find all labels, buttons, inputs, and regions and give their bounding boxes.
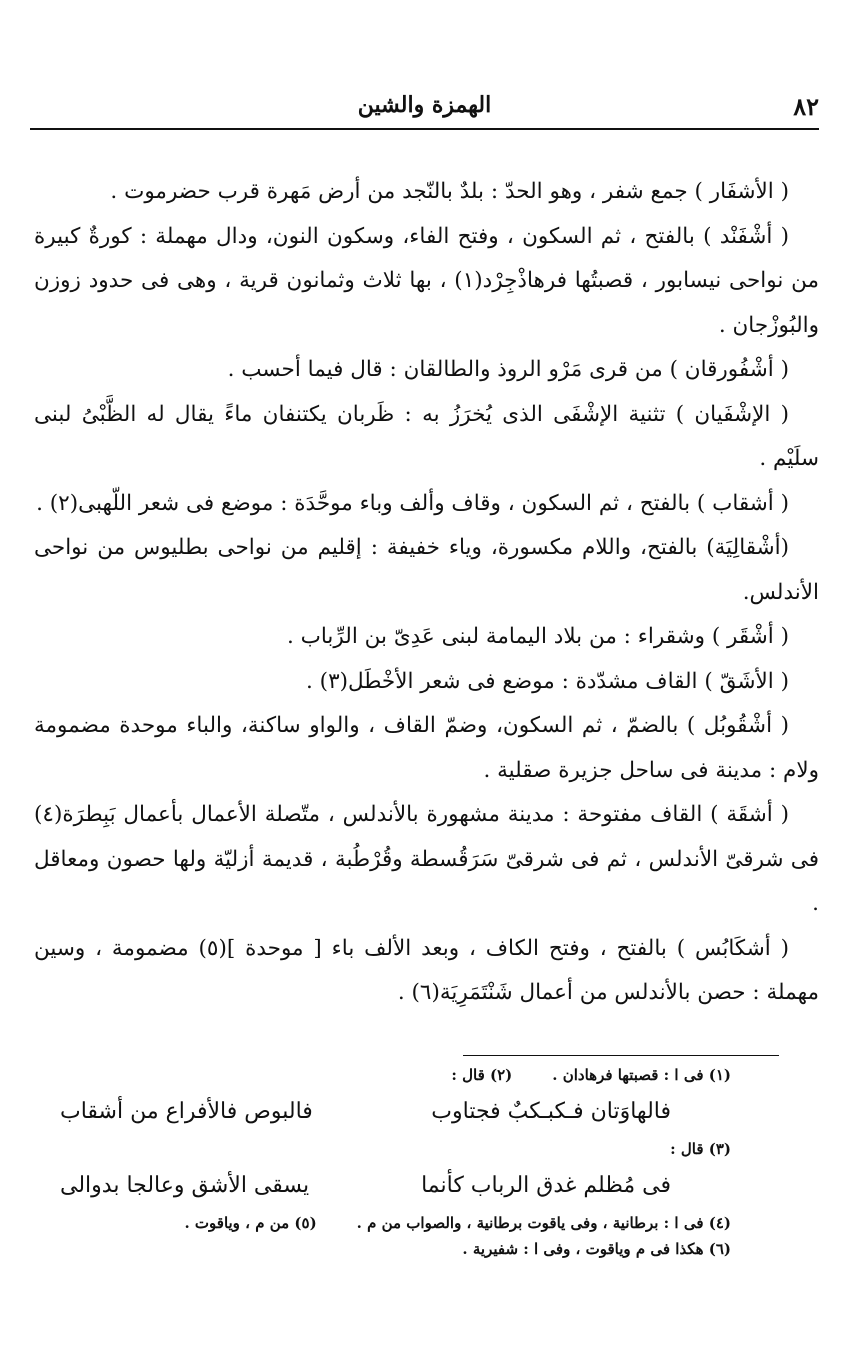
running-title: الهمزة والشين bbox=[357, 92, 492, 118]
body-text bbox=[34, 170, 819, 1016]
verse-hemistich: فالهاوَتان فـكبـكبٌ فجتاوب bbox=[431, 1099, 671, 1124]
entry-paragraph: ( أشقاب ) بالفتح ، ثم السكون ، وقاف وألف وباء موحَّدَة : موضع فى شعر اللّهبى(٢) . bbox=[36, 490, 789, 516]
header-rule bbox=[30, 128, 819, 130]
verse bbox=[60, 1088, 731, 1136]
page-number: ٨٢ bbox=[793, 92, 819, 121]
entry-paragraph: (أشْقالِيَة) بالفتح، واللام مكسورة، وياء خفيفة : إقليم من نواحى بطليوس من نواحى الأندلس. bbox=[34, 535, 819, 605]
footnote-line bbox=[60, 1210, 731, 1236]
footnote-line bbox=[60, 1236, 731, 1262]
entry-paragraph: ( الإشْفَيان ) تثنية الإشْفَى الذى يُخرَزُ به : ظَربان يكتنفان ماءً يقال له الظَّبْىُ لبنى سلَيْم . bbox=[34, 401, 819, 471]
footnote-line bbox=[60, 1136, 731, 1162]
footnote-3-head: (٣) قال : bbox=[670, 1140, 731, 1158]
entry-paragraph: ( أشْفَنْد ) بالفتح ، ثم السكون ، وفتح الفاء، وسكون النون، ودال مهملة : كورةٌ كبيرة من نواحى نيسابور ، قصبتُها فرهاذْجِرْد(١) ، بها ثلاث وثمانون قرية ، وهى فى حدود زوزن والبُوزْجان . bbox=[34, 223, 819, 338]
entry-paragraph: ( أشقَة ) القاف مفتوحة : مدينة مشهورة بالأندلس ، متّصلة الأعمال بأعمال بَبِطرَة(٤) فى شرقىّ الأندلس ، ثم فى شرقىّ سَرَقُسطة وقُرْطُبة ، قديمة أزليّة ولها حصون ومعاقل . bbox=[34, 802, 819, 916]
footnote-4: (٤) فى ا : برطانية ، وفى ياقوت برطانية ، والصواب من م . bbox=[356, 1214, 731, 1232]
page-header bbox=[30, 92, 819, 126]
entry-paragraph: ( أشْقَر ) وشقراء : من بلاد اليمامة لبنى عَدِىّ بن الرِّباب . bbox=[286, 624, 789, 649]
footnote-line bbox=[60, 1062, 731, 1088]
footnote-rule bbox=[463, 1055, 779, 1056]
footnote-2-head: (٢) قال : bbox=[451, 1066, 513, 1084]
verse-hemistich: يسقى الأشق وعالجا بدوالى bbox=[60, 1173, 310, 1198]
entry-paragraph: ( أشكَابُس ) بالفتح ، وفتح الكاف ، وبعد الألف باء [ موحدة ](٥) مضمومة ، وسين مهملة : حصن بالأندلس من أعمال شَنْتَمَرِيَة(٦) . bbox=[34, 935, 819, 1005]
footnote-6: (٦) هكذا فى م وياقوت ، وفى ا : شفيرية . bbox=[462, 1240, 731, 1258]
footnote-5: (٥) من م ، وياقوت . bbox=[184, 1214, 317, 1232]
entry-paragraph: ( الأشفَار ) جمع شفر ، وهو الحدّ : بلدٌ بالنّجد من أرض مَهرة قرب حضرموت . bbox=[110, 179, 789, 204]
verse-hemistich: فالبوص فالأفراع من أشقاب bbox=[60, 1099, 313, 1124]
verse bbox=[60, 1162, 731, 1210]
verse-hemistich: فى مُظلم غدق الرباب كأنما bbox=[421, 1173, 671, 1198]
entry-paragraph: ( أشْفُورقان ) من قرى مَرْو الروذ والطالقان : قال فيما أحسب . bbox=[227, 357, 789, 382]
entry-paragraph: ( أشْقُوبُل ) بالضمّ ، ثم السكون، وضمّ القاف ، والواو ساكنة، والباء موحدة مضمومة ولام : مدينة فى ساحل جزيرة صقلية . bbox=[34, 713, 819, 783]
footnote-1: (١) فى ا : قصبتها فرهادان . bbox=[552, 1066, 731, 1084]
entry-paragraph: ( الأشَقّ ) القاف مشدّدة : موضع فى شعر الأخْطَل(٣) . bbox=[306, 668, 789, 694]
footnotes bbox=[60, 1062, 731, 1262]
